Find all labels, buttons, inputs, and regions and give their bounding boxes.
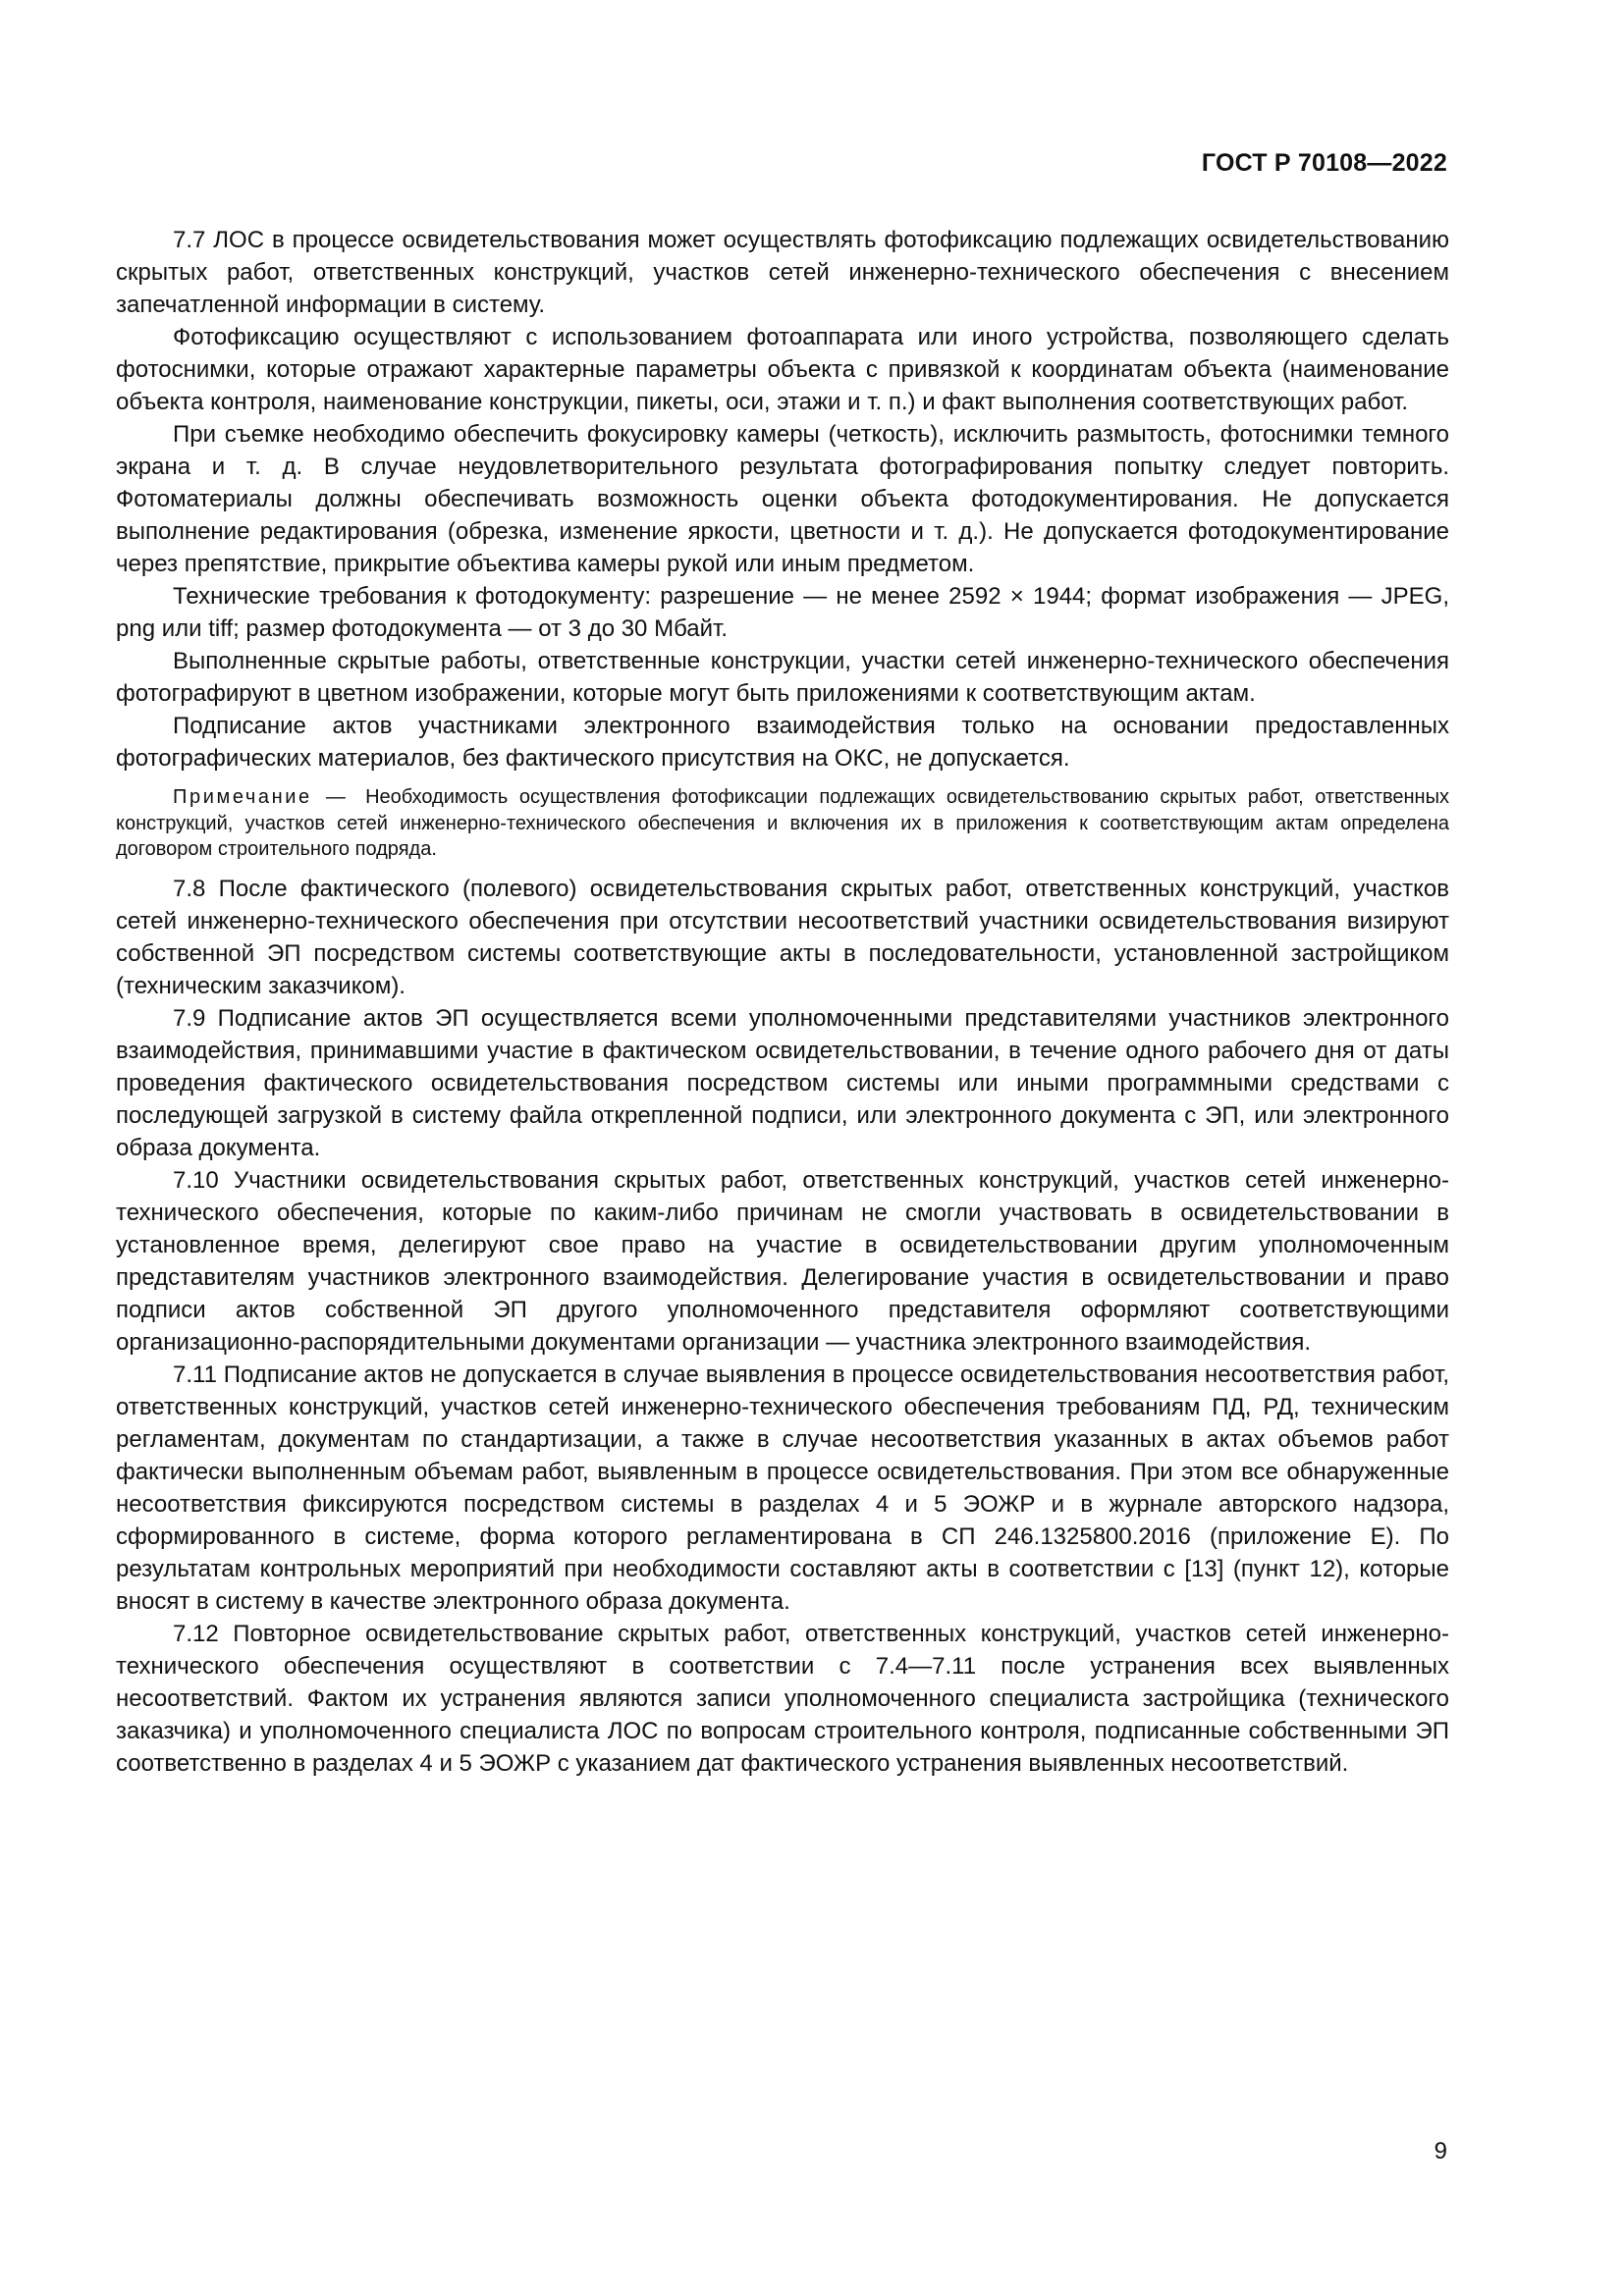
- document-body: [116, 224, 1449, 1780]
- note-text: Необходимость осуществления фотофиксации подлежащих освидетельствованию скрытых работ, ответственных конструкций, участков сетей инженерно-технического обеспечения и включения их в приложения к соответствующим актам определена договором строительного подряда.: [116, 786, 1449, 860]
- clause-7-8-paragraph: 7.8 После фактического (полевого) освидетельствования скрытых работ, ответственных конструкций, участков сетей инженерно-технического обеспечения при отсутствии несоответствий участники освидетельствования визируют собственной ЭП посредством системы соответствующие акты в последовательности, установленной застройщиком (техническим заказчиком).: [116, 875, 1449, 999]
- color-photography-paragraph: Выполненные скрытые работы, ответственные конструкции, участки сетей инженерно-технического обеспечения фотографируют в цветном изображении, которые могут быть приложениями к соответствующим актам.: [116, 648, 1449, 707]
- clause-7-9-paragraph: 7.9 Подписание актов ЭП осуществляется всеми уполномоченными представителями участников электронного взаимодействия, принимавшими участие в фактическом освидетельствовании, в течение одного рабочего дня от даты проведения фактического освидетельствования посредством системы или иными программными средствами с последующей загрузкой в систему файла открепленной подписи, или электронного документа с ЭП, или электронного образа документа.: [116, 1004, 1449, 1161]
- standard-number-header: ГОСТ Р 70108—2022: [1201, 149, 1447, 177]
- shooting-requirements-paragraph: При съемке необходимо обеспечить фокусировку камеры (четкость), исключить размытость, фотоснимки темного экрана и т. д. В случае неудовлетворительного результата фотографирования попытку следует повторить. Фотоматериалы должны обеспечивать возможность оценки объекта фотодокументирования. Не допускается выполнение редактирования (обрезка, изменение яркости, цветности и т. д.). Не допускается фотодокументирование через препятствие, прикрытие объектива камеры рукой или иным предметом.: [116, 421, 1449, 577]
- clause-7-11-paragraph: 7.11 Подписание актов не допускается в случае выявления в процессе освидетельствования несоответствия работ, ответственных конструкций, участков сетей инженерно-технического обеспечения требованиям ПД, РД, техническим регламентам, документам по стандартизации, а также в случае несоответствия указанных в актах объемов работ фактически выполненным объемам работ, выявленным в процессе освидетельствования. При этом все обнаруженные несоответствия фиксируются посредством системы в разделах 4 и 5 ЭОЖР и в журнале авторского надзора, сформированного в системе, форма которого регламентирована в СП 246.1325800.2016 (приложение Е). По результатам контрольных мероприятий при необходимости составляют акты в соответствии с [13] (пункт 12), которые вносят в систему в качестве электронного образа документа.: [116, 1361, 1449, 1615]
- note-label: Примечание —: [173, 786, 349, 808]
- clause-7-7-paragraph: 7.7 ЛОС в процессе освидетельствования может осуществлять фотофиксацию подлежащих освидетельствованию скрытых работ, ответственных конструкций, участков сетей инженерно-технического обеспечения с внесением запечатленной информации в систему.: [116, 227, 1449, 318]
- note-paragraph: [116, 784, 1449, 863]
- clause-7-10-paragraph: 7.10 Участники освидетельствования скрытых работ, ответственных конструкций, участков сетей инженерно-технического обеспечения, которые по каким-либо причинам не смогли участвовать в освидетельствовании в установленное время, делегируют свое право на участие в освидетельствовании другим уполномоченным представителям участников электронного взаимодействия. Делегирование участия в освидетельствовании и право подписи актов собственной ЭП другого уполномоченного представителя оформляют соответствующими организационно-распорядительными документами организации — участника электронного взаимодействия.: [116, 1166, 1449, 1356]
- technical-requirements-paragraph: Технические требования к фотодокументу: разрешение — не менее 2592 × 1944; формат изображения — JPEG, png или tiff; размер фотодокумента — от 3 до 30 Мбайт.: [116, 583, 1449, 642]
- signing-restriction-paragraph: Подписание актов участниками электронного взаимодействия только на основании предоставленных фотографических материалов, без фактического присутствия на ОКС, не допускается.: [116, 713, 1449, 772]
- page-number: 9: [1434, 2138, 1447, 2164]
- clause-7-12-paragraph: 7.12 Повторное освидетельствование скрытых работ, ответственных конструкций, участков сетей инженерно-технического обеспечения осуществляют в соответствии с 7.4—7.11 после устранения всех выявленных несоответствий. Фактом их устранения являются записи уполномоченного специалиста застройщика (технического заказчика) и уполномоченного специалиста ЛОС по вопросам строительного контроля, подписанные собственными ЭП соответственно в разделах 4 и 5 ЭОЖР с указанием дат фактического устранения выявленных несоответствий.: [116, 1620, 1449, 1777]
- photo-fixation-paragraph: Фотофиксацию осуществляют с использованием фотоаппарата или иного устройства, позволяющего сделать фотоснимки, которые отражают характерные параметры объекта с привязкой к координатам объекта (наименование объекта контроля, наименование конструкции, пикеты, оси, этажи и т. п.) и факт выполнения соответствующих работ.: [116, 324, 1449, 415]
